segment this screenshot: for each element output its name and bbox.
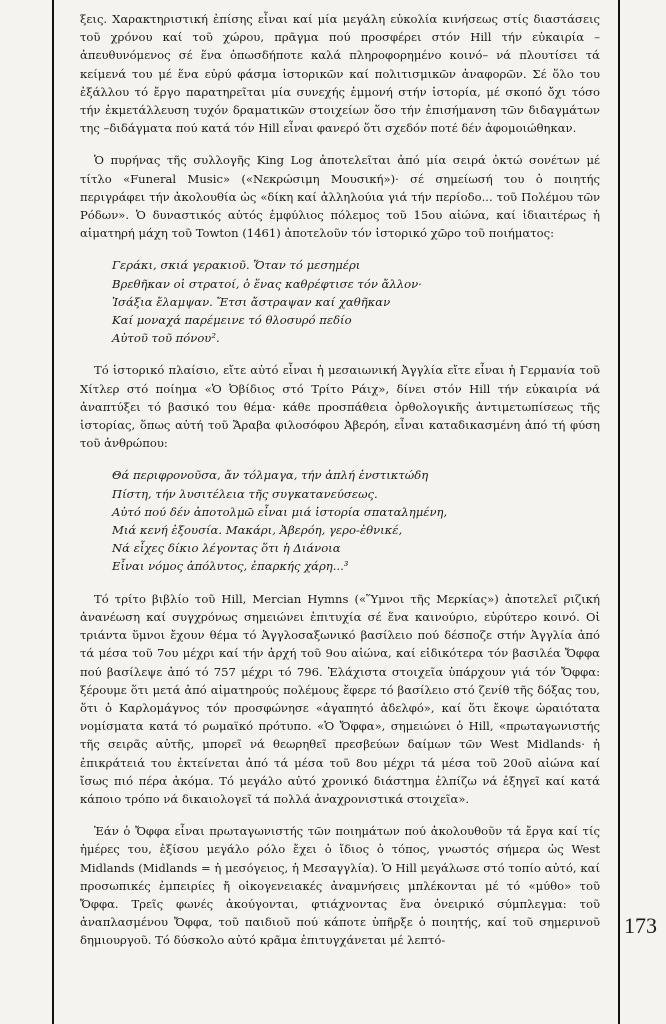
right-margin-rule <box>618 0 620 1024</box>
poem-line: Καί μοναχά παρέμεινε τό θλοσυρό πεδίο <box>112 313 352 328</box>
left-margin-rule <box>52 0 54 1024</box>
body-text <box>80 10 600 964</box>
poem-line: Πίστη, τήν λυσιτέλεια τῆς συγκατανεύσεως. <box>112 486 378 501</box>
page-number: 173 <box>624 913 657 938</box>
paragraph-5: Ἐάν ὁ Ὄφφα εἶναι πρωταγωνιστής τῶν ποιημάτων πού ἀκολουθοῦν τά ἔργα καί τίς ἡμέρες του, ἐξίσου μεγάλο ρόλο ἔχει ὁ ἴδιος ὁ τόπος, γνωστός σήμερα ὡς West Midlands (Midlands = ἡ μεσόγειος, ἡ Μεσαγγλία). Ὁ Hill μεγάλωσε στό τοπίο αὐτό, καί προσωπικές ἐμπειρίες ἤ οἰκογενειακές ἀναμνήσεις μπλέκονται μέ τό «μύθο» τοῦ Ὄφφα. Τρεῖς φωνές ἀκούγονται, φτιάχνοντας ἕνα ὀνειρικό σύμπλεγμα: τοῦ ἀναπλασμένου Ὄφφα, τοῦ παιδιοῦ πού κάποτε ὑπῆρξε ὁ ποιητής, καί τοῦ σημερινοῦ δημιουργοῦ. Τό δύσκολο αὐτό κρᾶμα ἐπιτυγχάνεται μέ λεπτό- <box>80 824 600 948</box>
poem-line: Βρεθῆκαν οἱ στρατοί, ὁ ἕνας καθρέφτισε τόν ἄλλον· <box>112 276 422 291</box>
poem-line: Ἰσάξια ἔλαμψαν. Ἔτσι ἄστραψαν καί χαθῆκαν <box>112 294 391 309</box>
poem-line: Αὐτό πού δέν ἀποτολμῶ εἶναι μιά ἱστορία σπαταλημένη, <box>112 504 448 519</box>
poem-quote-1 <box>112 256 600 347</box>
paragraph-3: Τό ἱστορικό πλαίσιο, εἴτε αὐτό εἶναι ἡ μεσαιωνική Ἀγγλία εἴτε εἶναι ἡ Γερμανία τοῦ Χίτλερ στό ποίημα «Ὁ Ὀβίδιος στό Τρίτο Ράιχ», δίνει στόν Hill τήν εὐκαιρία νά ἀναπτύξει τό βασικό του θέμα· κάθε προσπάθεια ὀρθολογικῆς ἀντιμετωπίσεως τῆς ἱστορίας, ὅπως αὐτή τοῦ Ἄραβα φιλοσόφου Ἀβερόη, εἶναι καταδικασμένη ἀπό τή φύση τοῦ ἀνθρώπου: <box>80 363 600 451</box>
poem-line: Εἶναι νόμος ἀπόλυτος, ἐπαρκής χάρη...³ <box>112 559 349 574</box>
poem-line: Αὐτοῦ τοῦ πόνου². <box>112 331 220 346</box>
poem-line: Θά περιφρονοῦσα, ἄν τόλμαγα, τήν ἁπλή ἐνστικτώδη <box>112 468 429 483</box>
poem-line: Νά εἶχες δίκιο λέγοντας ὅτι ἡ Διάνοια <box>112 541 341 556</box>
paragraph-4: Τό τρίτο βιβλίο τοῦ Hill, Mercian Hymns («Ὕμνοι τῆς Μερκίας») ἀποτελεῖ ριζική ἀνανέωση καί συγχρόνως σημειώνει ἐπιτυχία σέ ἕνα καινούριο, εὐρύτερο κοινό. Οἱ τριάντα ὕμνοι ἔχουν θέμα τό Ἀγγλοσαξωνικό βασίλειο πού δέσποζε στήν Ἀγγλία ἀπό τά μέσα τοῦ 7ου μέχρι καί τήν ἀρχή τοῦ 9ου αἰώνα, καί εἰδικότερα τόν βασιλέα Ὄφφα πού βασίλεψε ἀπό τό 757 μέχρι τό 796. Ἐλάχιστα στοιχεῖα ὑπάρχουν γιά τόν Ὄφφα: ξέρουμε ὅτι μετά ἀπό αἱματηρούς πολέμους ἔφερε τό βασίλειο στό ζενίθ τῆς δόξας του, ὅτι ὁ Καρλομάγνος τόν προσφώνησε «ἀγαπητό ἀδελφό», καί ὅτι ἔκοψε ὡραιότατα νομίσματα κατά τό ρωμαϊκό πρότυπο. «Ὁ Ὄφφα», σημειώνει ὁ Hill, «πρωταγωνιστής τῆς σειρᾶς αὐτῆς, μπορεῖ νά θεωρηθεῖ πρεσβεύων δαίμων τῶν West Midlands· ἡ ἐπικράτειά του ἐκτείνεται ἀπό τά μέσα τοῦ 8ου μέχρι τά μέσα τοῦ 20οῦ αἰώνα καί ἴσως πιό πέρα ἀκόμα. Τό μεγάλο αὐτό χρονικό διάστημα ἐλπίζω νά ἐξηγεῖ καί κατά κάποιο τρόπο νά δικαιολογεῖ τά πολλά ἀναχρονιστικά στοιχεῖα». <box>80 591 600 806</box>
paragraph-2: Ὁ πυρήνας τῆς συλλογῆς King Log ἀποτελεῖται ἀπό μία σειρά ὀκτώ σονέτων μέ τίτλο «Funeral Music» («Νεκρώσιμη Μουσική»)· σέ σημείωσή του ὁ ποιητής περιγράφει τήν ἀκολουθία ὡς «δίκη καί ἀλληλούια γιά τήν περίοδο... τοῦ Πολέμου τῶν Ρόδων». Ὁ δυναστικός αὐτός ἐμφύλιος πόλεμος τοῦ 15ου αἰώνα, καί ἰδιαιτέρως ἡ αἱματηρή μάχη τοῦ Towton (1461) ἀποτελοῦν τόν ἱστορικό χῶρο τοῦ ποιήματος: <box>80 153 600 241</box>
poem-line: Γεράκι, σκιά γερακιοῦ. Ὅταν τό μεσημέρι <box>112 258 361 273</box>
poem-quote-2 <box>112 466 600 575</box>
paragraph-1: ξεις. Χαρακτηριστική ἐπίσης εἶναι καί μία μεγάλη εὐκολία κινήσεως στίς διαστάσεις τοῦ χρόνου καί τοῦ χώρου, πρᾶγμα πού προσφέρει στόν Hill τήν εὐκαιρία –ἀπευθυνόμενος σέ ἕνα ὁπωσδήποτε καλά πληροφορημένο κοινό– νά πλουτίσει τά κείμενά του μέ ἕνα εὐρύ φάσμα ἱστορικῶν καί πολιτισμικῶν ἀναφορῶν. Σέ ὅλο του ἐξάλλου τό ἔργο παρατηρεῖται μία συνεχής ἐμμονή στήν ἱστορία, μέ σκοπό ὄχι τόσο τήν ἐκμετάλλευση τυχόν δραματικῶν στοιχείων ὅσο τήν ἐπισήμανση τῶν διδαγμάτων της –διδάγματα πού κατά τόν Hill εἶναι φανερό ὅτι σχεδόν ποτέ δέν ἀφομοιώθηκαν. <box>80 12 600 136</box>
poem-line: Μιά κενή ἐξουσία. Μακάρι, Ἀβερόη, γερο-ἐθνικέ, <box>112 523 403 538</box>
